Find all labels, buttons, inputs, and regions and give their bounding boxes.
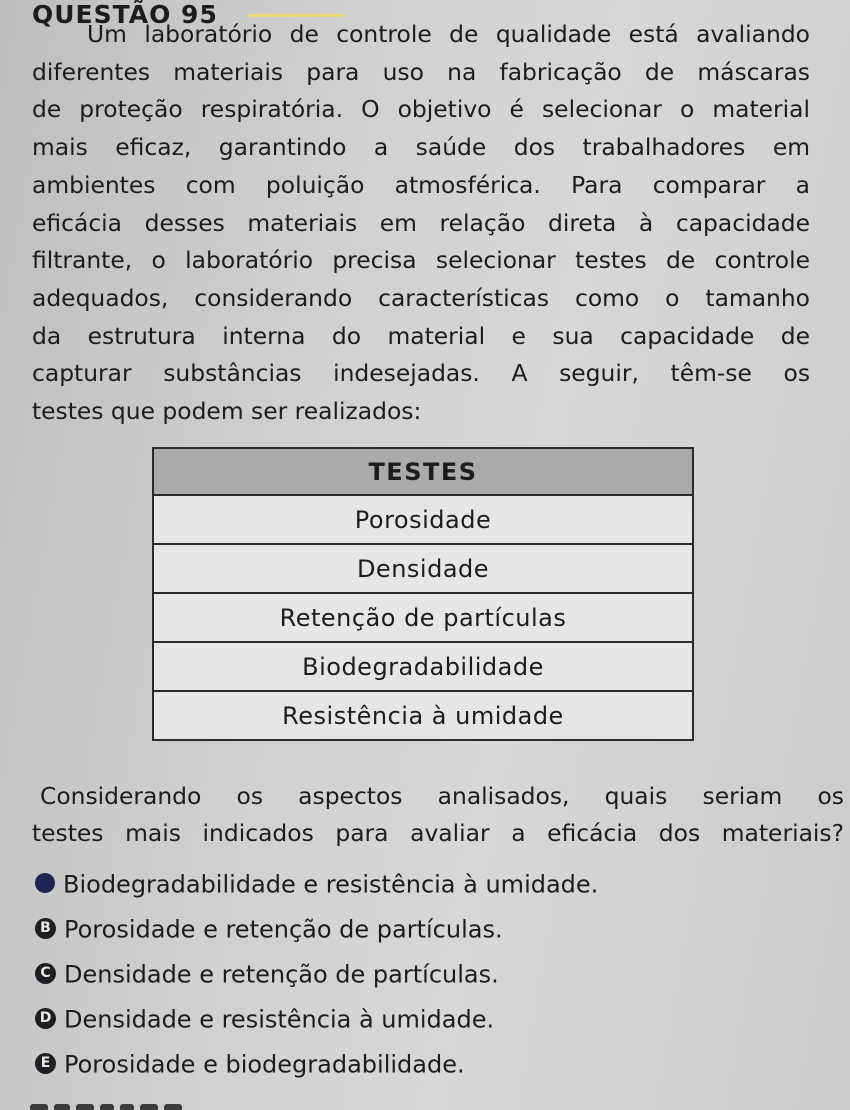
table-row	[153, 544, 693, 593]
intro-line: capturar substâncias indesejadas. A seguir, têm-se os	[32, 359, 810, 388]
option-e-text: Porosidade e biodegradabilidade.	[64, 1050, 465, 1079]
table-row	[153, 593, 693, 642]
option-a[interactable]	[35, 862, 835, 907]
option-letter-c: C	[35, 963, 56, 984]
option-c[interactable]	[35, 952, 835, 997]
option-d[interactable]	[35, 997, 835, 1042]
cut-glyph	[30, 1104, 48, 1110]
table-header: TESTES	[153, 448, 693, 495]
table-cell: Biodegradabilidade	[153, 642, 693, 691]
intro-line: mais eficaz, garantindo a saúde dos trabalhadores em	[32, 133, 810, 162]
cut-off-next-header	[30, 1100, 230, 1110]
intro-line: adequados, considerando características como o tamanho	[32, 283, 810, 312]
intro-line: ambientes com poluição atmosférica. Para comparar a	[32, 170, 810, 199]
cut-glyph	[100, 1104, 114, 1110]
option-d-text: Densidade e resistência à umidade.	[64, 1005, 495, 1034]
table-row	[153, 691, 693, 740]
intro-line: da estrutura interna do material e sua capacidade de	[32, 321, 810, 350]
intro-line: de proteção respiratória. O objetivo é selecionar o material	[32, 95, 810, 124]
option-e[interactable]	[35, 1042, 835, 1087]
option-letter-b: B	[35, 918, 56, 939]
intro-line: Um laboratório de controle de qualidade está avaliando	[87, 20, 810, 48]
option-letter-a: A	[35, 873, 55, 893]
option-letter-e: E	[35, 1053, 56, 1074]
table-cell: Densidade	[153, 544, 693, 593]
table-row	[153, 495, 693, 544]
intro-line: diferentes materiais para uso na fabricação de máscaras	[32, 57, 810, 86]
option-b[interactable]	[35, 907, 835, 952]
table-cell: Porosidade	[153, 495, 693, 544]
tests-table	[152, 447, 694, 741]
question-header: QUESTÃO 95	[32, 0, 218, 29]
intro-line: filtrante, o laboratório precisa selecionar testes de controle	[32, 246, 810, 275]
intro-line: testes que podem ser realizados:	[32, 397, 422, 426]
cut-glyph	[140, 1104, 158, 1110]
cut-glyph	[76, 1104, 94, 1110]
cut-glyph	[54, 1104, 70, 1110]
table-cell: Retenção de partículas	[153, 593, 693, 642]
table-header-row	[153, 448, 693, 495]
cut-glyph	[164, 1104, 182, 1110]
option-b-text: Porosidade e retenção de partículas.	[64, 915, 503, 944]
prompt-line: Considerando os aspectos analisados, quais seriam os	[40, 782, 844, 810]
option-letter-d: D	[35, 1008, 56, 1029]
prompt-line: testes mais indicados para avaliar a eficácia dos materiais?	[32, 819, 844, 847]
question-intro	[32, 16, 810, 431]
table-cell: Resistência à umidade	[153, 691, 693, 740]
table-row	[153, 642, 693, 691]
option-a-text: Biodegradabilidade e resistência à umidade.	[63, 870, 599, 899]
cut-glyph	[120, 1104, 134, 1110]
option-c-text: Densidade e retenção de partículas.	[64, 960, 499, 989]
intro-line: eficácia desses materiais em relação direta à capacidade	[32, 208, 810, 237]
answer-options	[35, 862, 835, 1087]
question-prompt	[32, 778, 844, 852]
